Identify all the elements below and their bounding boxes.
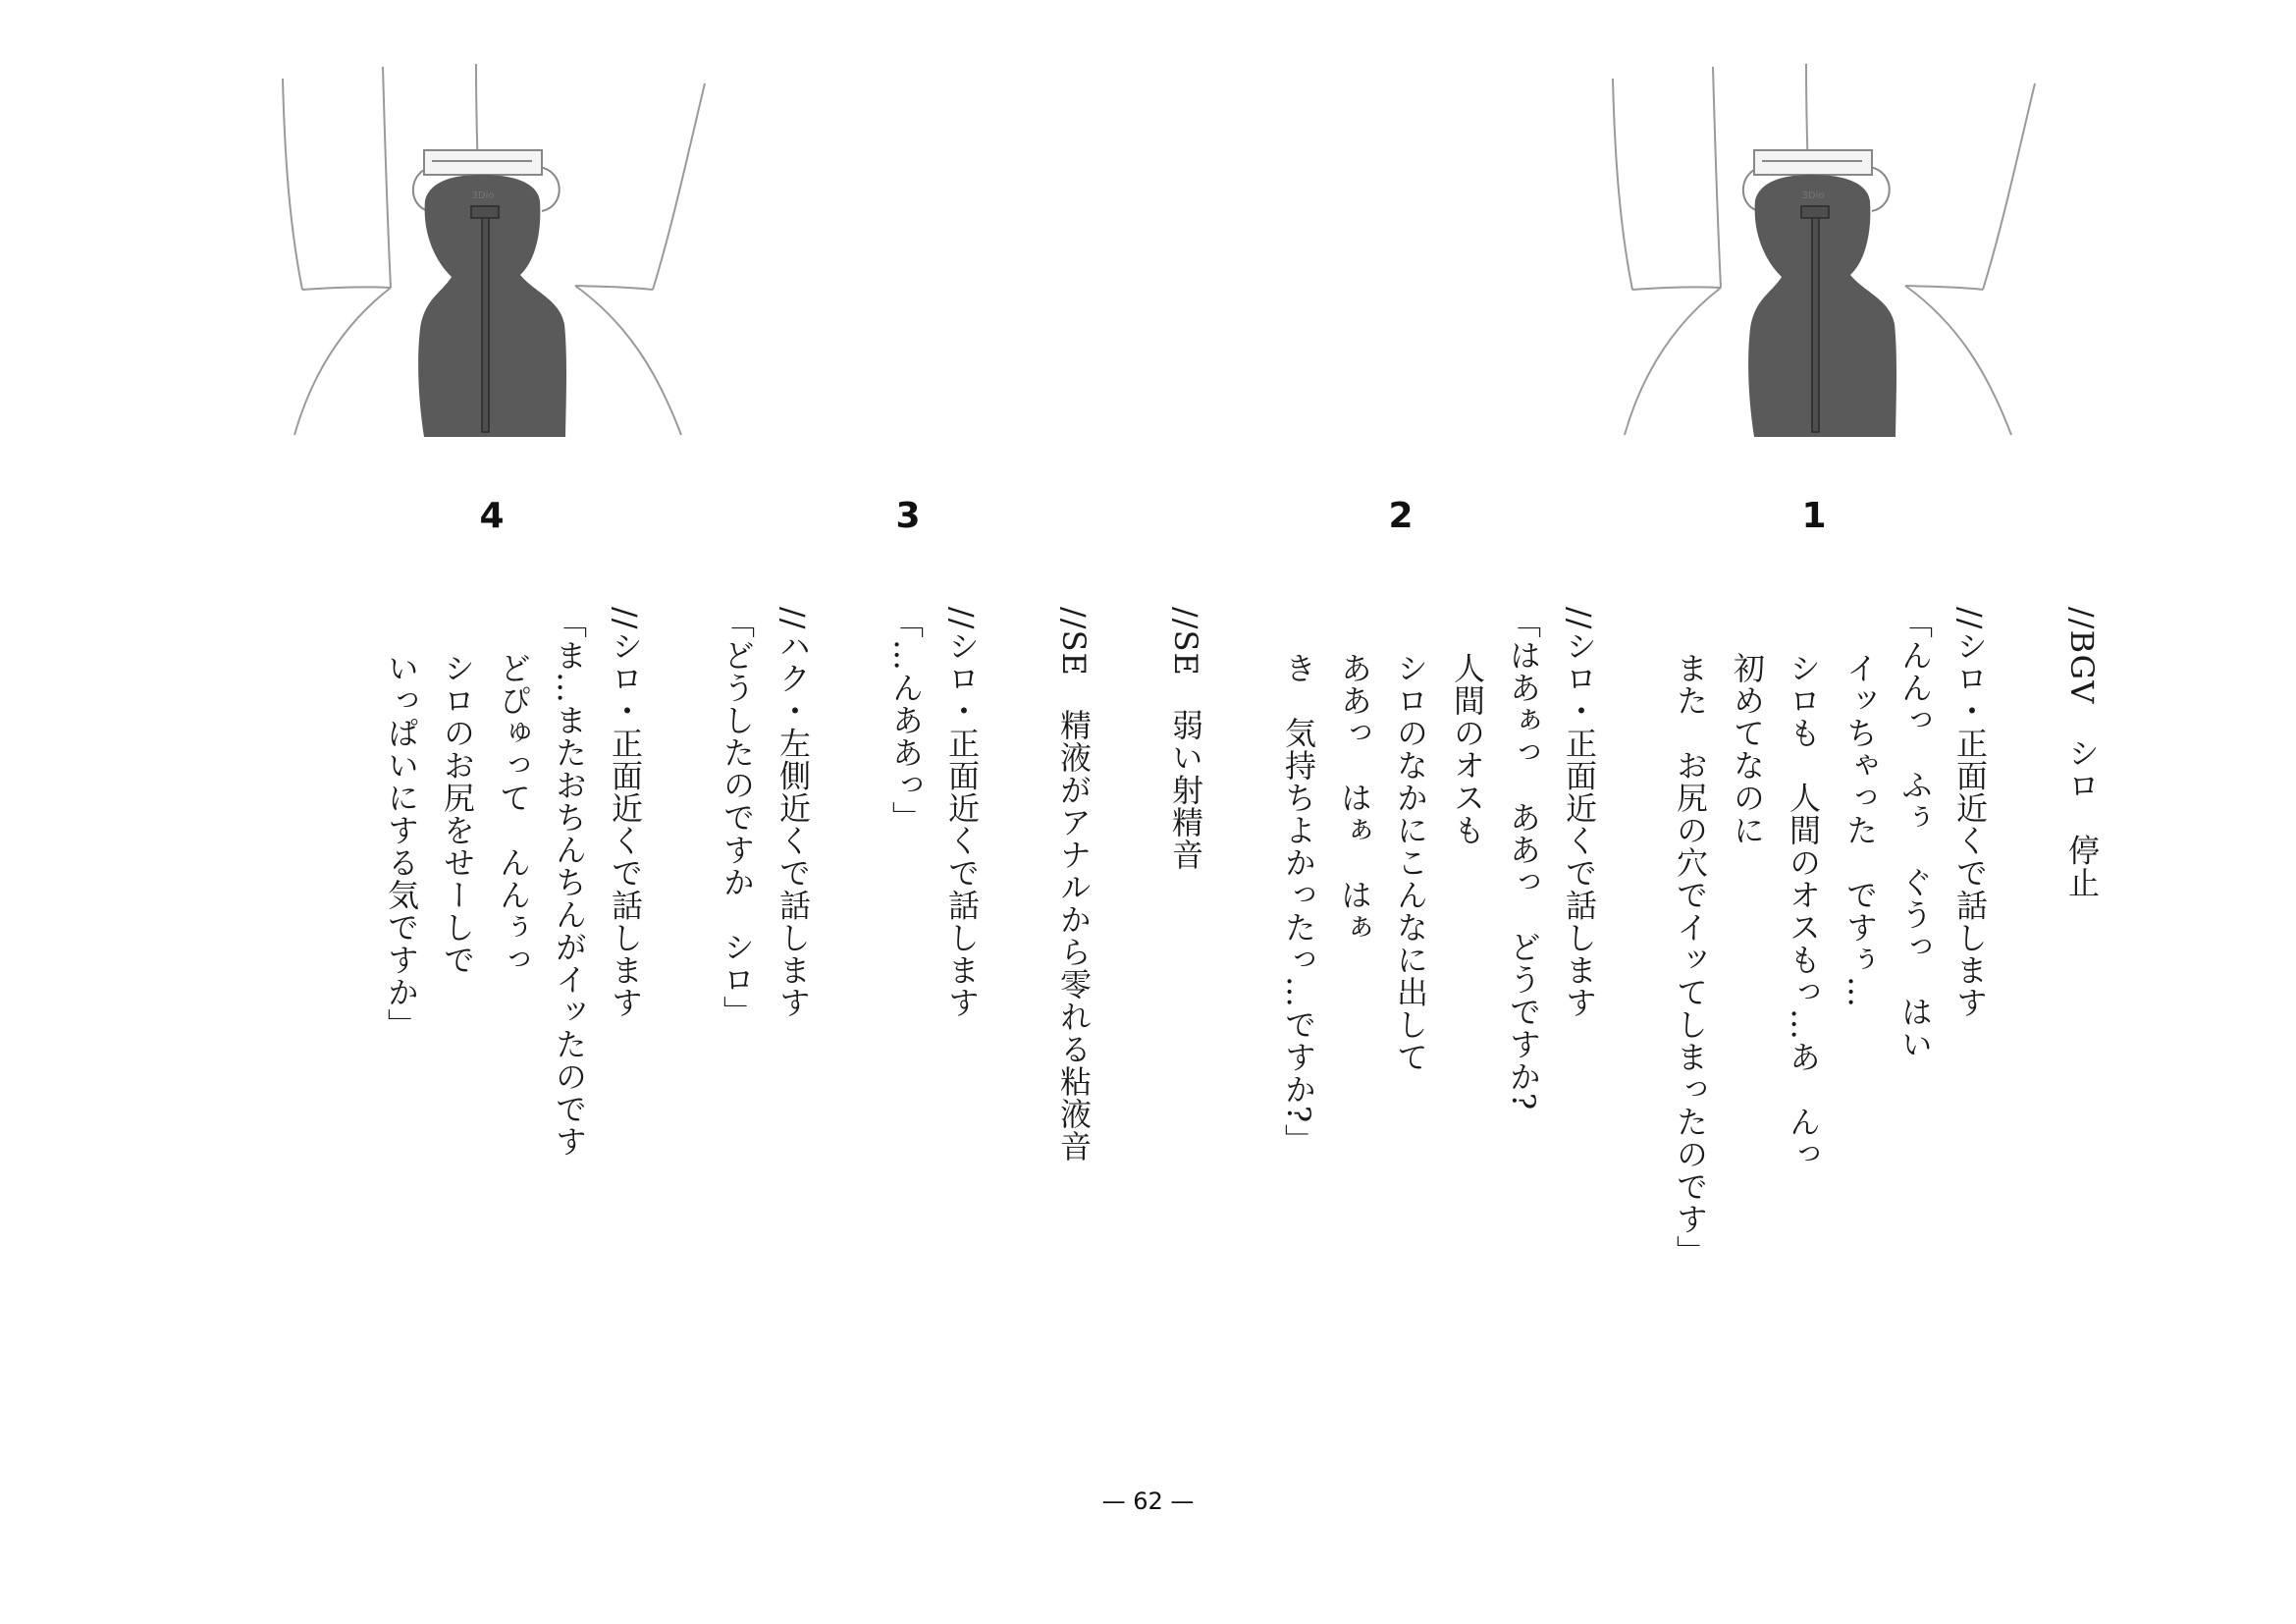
dialogue-line: いっぱいにする気ですか」 — [383, 652, 420, 1041]
dialogue-line: 「はあぁっ ああっ どうですか? — [1505, 607, 1542, 1111]
section-number-1: 1 — [1801, 496, 1827, 536]
direction-line: //シロ・正面近くで話します — [1951, 607, 1989, 1019]
listener-head-illustration-left — [275, 59, 726, 461]
dialogue-line: 人間のオスも — [1449, 652, 1486, 846]
dialogue-line: ああっ はぁ はぁ — [1336, 652, 1373, 944]
direction-line: //SE 弱い射精音 — [1167, 607, 1204, 871]
page-number: — 62 — — [1101, 1488, 1195, 1515]
dialogue-line: イッちゃった ですぅ… — [1842, 652, 1879, 1008]
section-number-2: 2 — [1388, 496, 1414, 536]
direction-line: //シロ・正面近くで話します — [943, 607, 981, 1019]
device-label: 3Dio — [471, 190, 495, 201]
dialogue-line: き 気持ちよかったっ…ですか?」 — [1280, 652, 1317, 1157]
dialogue-line: また お尻の穴でイッてしまったのです」 — [1672, 652, 1709, 1268]
section-number-4: 4 — [479, 496, 505, 536]
direction-line: //SE 精液がアナルから零れる粘液音 — [1055, 607, 1093, 1163]
direction-line: //シロ・正面近くで話します — [607, 607, 644, 1019]
direction-line: //シロ・正面近くで話します — [1561, 607, 1598, 1019]
dialogue-line: 「ま…またおちんちんがイッたのです — [551, 607, 588, 1158]
dialogue-line: 「どうしたのですか シロ」 — [719, 607, 756, 1028]
dialogue-line: どぴゅって んんぅっ — [495, 652, 532, 976]
dialogue-line: 初めてなのに — [1729, 652, 1766, 846]
listener-head-illustration-right — [1605, 59, 2056, 461]
device-label: 3Dio — [1801, 190, 1825, 201]
section-number-3: 3 — [895, 496, 921, 536]
direction-line: //ハク・左側近くで話します — [774, 607, 812, 1019]
direction-line: //BGV シロ 停止 — [2063, 607, 2101, 899]
dialogue-line: シロのなかにこんなに出して — [1392, 652, 1429, 1073]
dialogue-line: 「んんっ ふぅ ぐうっ はい — [1896, 607, 1934, 1060]
dialogue-line: シロも 人間のオスもっ…あ んっ — [1785, 652, 1822, 1170]
dialogue-line: 「…んああっ」 — [887, 607, 925, 834]
dialogue-line: シロのお尻をせーしで — [439, 652, 476, 976]
